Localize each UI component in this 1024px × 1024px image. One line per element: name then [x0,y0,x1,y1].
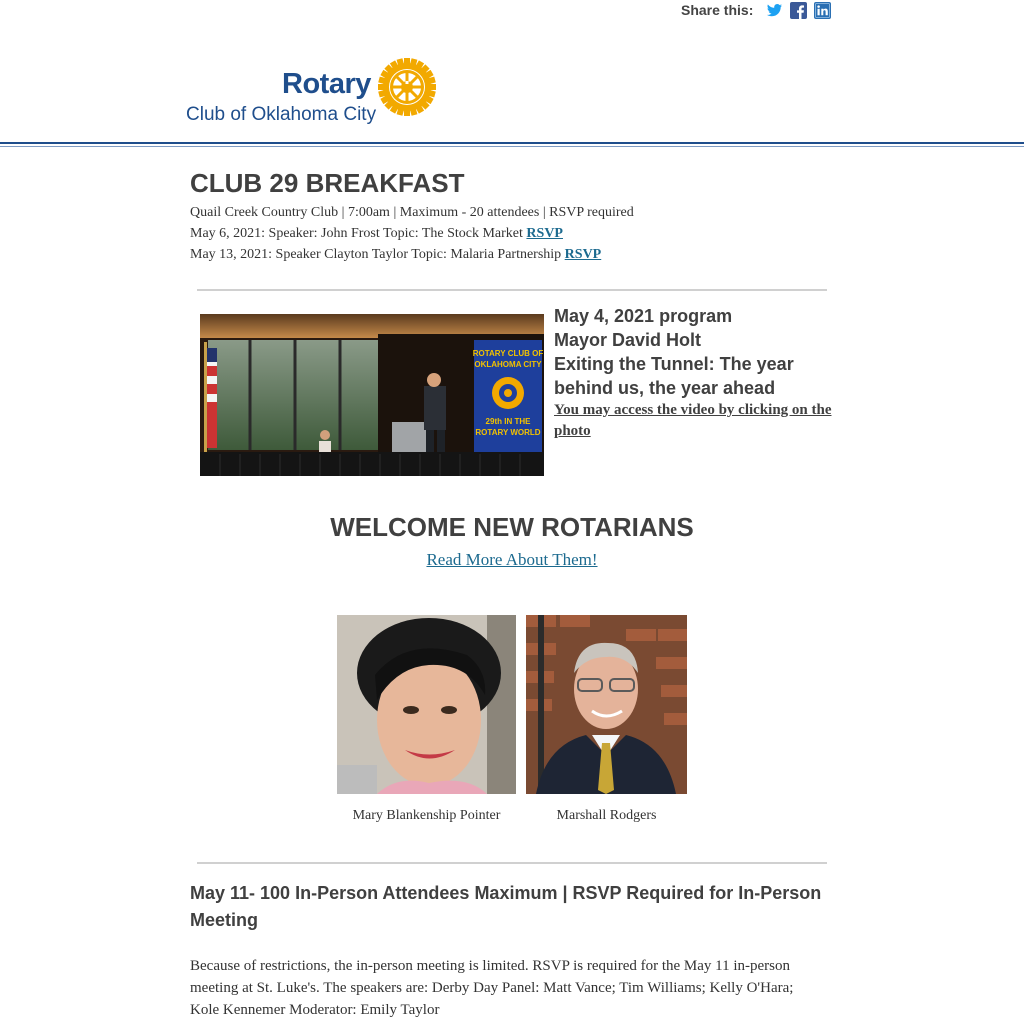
section-divider-2 [197,862,827,864]
share-bar [681,2,838,19]
rotary-wheel-icon [377,57,437,117]
caption-mary: Mary Blankenship Pointer [352,808,501,823]
may11-body: Because of restrictions, the in-person meeting is limited. RSVP is required for the May 11 in-person meeting at St. Luke's. The speakers are: Derby Day Panel: Matt Vance; Tim Williams; Kelly O'Hara; Kole Kennemer Moderator: Emily Taylor [190,958,794,1018]
linkedin-icon[interactable] [814,2,831,19]
club29-may6-text: May 6, 2021: Speaker: John Frost Topic: The Stock Market [190,226,527,241]
facebook-icon[interactable] [790,2,807,19]
rotary-logo[interactable] [185,56,445,128]
logo-subtitle: Club of Oklahoma City [186,104,377,125]
club29-may13-text: May 13, 2021: Speaker Clayton Taylor Topic: Malaria Partnership [190,247,565,262]
read-more-link[interactable]: Read More About Them! [426,550,598,569]
rsvp-may6-link[interactable]: RSVP [526,226,563,241]
banner-text-29th: 29th IN THE [485,417,531,426]
share-label: Share this: [681,1,754,18]
rsvp-may13-link[interactable]: RSVP [564,247,602,262]
banner-text-world: ROTARY WORLD [475,428,541,437]
banner-text-city: OKLAHOMA CITY [474,360,542,369]
portrait-marshall[interactable] [526,615,687,794]
portrait-mary[interactable] [337,615,516,794]
program-topic: Exiting the Tunnel: The year behind us, the year ahead [554,354,794,398]
program-speaker: Mayor David Holt [554,330,702,350]
read-more-wrapper [0,550,1024,570]
welcome-title: WELCOME NEW ROTARIANS [330,512,694,542]
caption-marshall: Marshall Rodgers [556,808,657,823]
club29-details: Quail Creek Country Club | 7:00am | Maximum - 20 attendees | RSVP required [190,205,634,220]
program-video-link[interactable]: You may access the video by clicking on the photo [554,402,832,439]
club29-title: CLUB 29 BREAKFAST [190,168,465,198]
section-divider [197,289,827,291]
program-info [554,304,834,442]
twitter-icon[interactable] [766,2,783,19]
club29-may13 [190,247,601,263]
program-video-photo[interactable] [200,314,544,476]
club29-may6 [190,226,563,242]
header-rule-thin [0,146,1024,147]
program-date: May 4, 2021 program [554,306,733,326]
header-rule [0,142,1024,144]
may11-title: May 11- 100 In-Person Attendees Maximum | RSVP Required for In-Person Meeting [190,883,822,930]
banner-text-top: ROTARY CLUB OF [472,349,544,358]
logo-wordmark: Rotary [282,68,371,100]
